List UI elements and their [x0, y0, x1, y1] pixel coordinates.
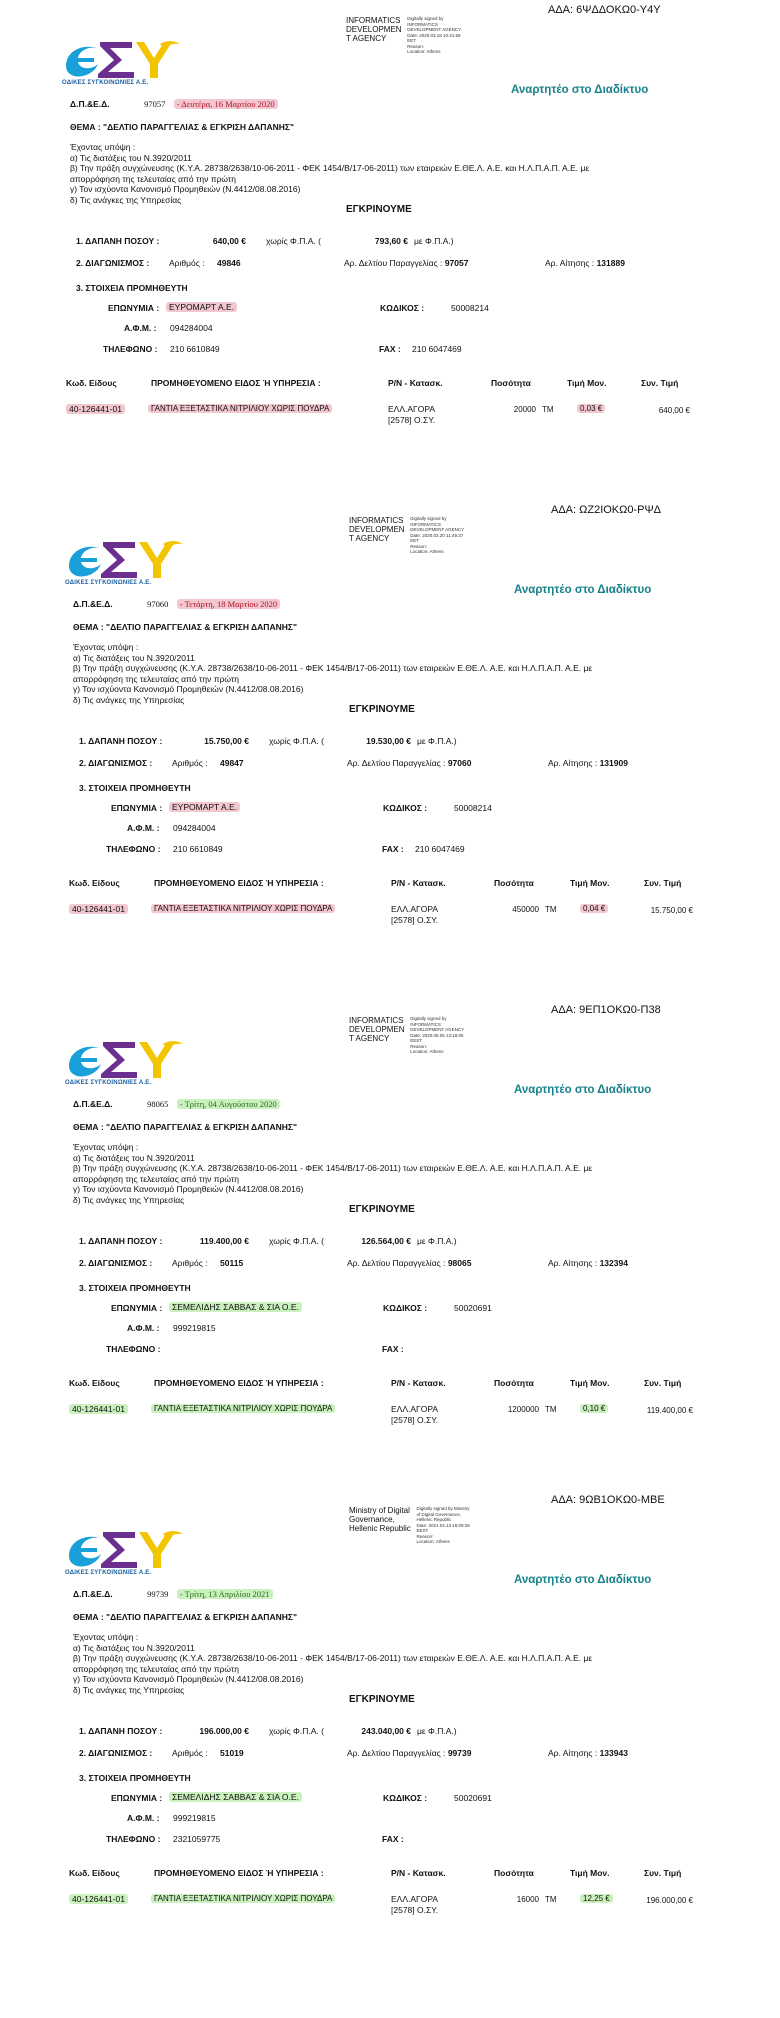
request-no-label: Αρ. Αίτησης : 131889 [545, 258, 625, 268]
dped-number: 97060 [147, 599, 169, 609]
number-label: Αριθμός : [172, 1258, 208, 1268]
without-vat-label: χωρίς Φ.Π.Α. ( [266, 236, 321, 246]
tender-number: 51019 [220, 1748, 244, 1758]
order-date: - Δευτέρα, 16 Μαρτίου 2020 [174, 99, 278, 109]
name-label: ΕΠΩΝΥΜΙΑ : [108, 303, 160, 313]
col-qty: Ποσότητα [494, 1378, 534, 1388]
tender-number: 49847 [220, 758, 244, 768]
osy-logo [65, 1526, 185, 1576]
supplier-code: 50020691 [454, 1303, 492, 1313]
supplier-section: 3. ΣΤΟΙΧΕΙΑ ΠΡΟΜΗΘΕΥΤΗ [79, 1283, 191, 1293]
cost-with-vat: 243.040,00 € [361, 1726, 411, 1736]
legal-basis: Έχοντας υπόψη : α) Τις διατάξεις του Ν.3920/2011 β) Την πράξη συγχώνευσης (Κ.Υ.Α. 28738/2638/10-06-2011 - ΦΕΚ 1454/Β/17-06-2011) των εταιρειών Ε.ΘΕ.Λ. Α.Ε. και Η.Λ.Π.Α.Π. Α.Ε. με απορρόφηση της τελευταίας από την πρώτη γ) Τον ισχύοντα Κανονισμό Προμηθειών (Ν.4412/08.08.2016) δ) Τις ανάγκες της Υπηρεσίας [70, 142, 590, 205]
col-total: Συν. Τιμή [641, 378, 679, 388]
request-no-label: Αρ. Αίτησης : 131909 [548, 758, 628, 768]
supplier-name: ΣΕΜΕΛΙΔΗΣ ΣΑΒΒΑΣ & ΣΙΑ Ο.Ε. [169, 1792, 302, 1802]
cost-with-vat: 126.564,00 € [361, 1236, 411, 1246]
dped-line: Δ.Π.&Ε.Δ. 97060 - Τετάρτη, 18 Μαρτίου 2020 [73, 594, 280, 612]
publish-note: Αναρτητέο στο Διαδίκτυο [511, 84, 649, 96]
code-label: ΚΩΔΙΚΟΣ : [380, 303, 425, 313]
fax-label: FAX : [382, 1344, 404, 1354]
name-label: ΕΠΩΝΥΜΙΑ : [111, 1303, 163, 1313]
publish-note: Αναρτητέο στο Διαδίκτυο [514, 1084, 652, 1096]
digital-signature: Ministry of Digital Governance, Hellenic Republic Digitally signed by Ministry of Digital Governance, Hellenic Republic Date: 2021.04.13 15:09:26 EEST Reason: Location: Athens [349, 1506, 470, 1544]
ada-code: ΑΔΑ: ΩΖ2ΙΟΚΩ0-ΡΨΔ [551, 504, 662, 516]
with-vat-label: με Φ.Π.Α.) [417, 736, 457, 746]
item-code: 40-126441-01 [69, 1404, 128, 1414]
col-pn: P/N - Κατασκ. [391, 1378, 446, 1388]
tender-label: 2. ΔΙΑΓΩΝΙΣΜΟΣ : [79, 1258, 153, 1268]
order-number: 97060 [447, 758, 472, 768]
item-pn: ΕΛΛ.ΑΓΟΡΑ [2578] Ο.ΣΥ. [391, 1404, 439, 1425]
supplier-name: ΕΥΡΟΜΑΡΤ Α.Ε. [169, 802, 240, 812]
col-pn: P/N - Κατασκ. [388, 378, 443, 388]
dped-line: Δ.Π.&Ε.Δ. 97057 - Δευτέρα, 16 Μαρτίου 2020 [70, 94, 278, 112]
subject: ΘΕΜΑ : "ΔΕΛΤΙΟ ΠΑΡΑΓΓΕΛΙΑΣ & ΕΓΚΡΙΣΗ ΔΑΠΑΝΗΣ" [73, 622, 297, 632]
supplier-fax: 210 6047469 [415, 844, 465, 854]
request-number: 132394 [599, 1258, 628, 1268]
cost-with-vat: 793,60 € [374, 236, 408, 246]
supplier-name: ΕΥΡΟΜΑΡΤ Α.Ε. [166, 302, 237, 312]
number-label: Αριθμός : [172, 1748, 208, 1758]
order-number: 98065 [447, 1258, 472, 1268]
col-qty: Ποσότητα [494, 878, 534, 888]
supplier-phone: 210 6610849 [170, 344, 220, 354]
supplier-code: 50008214 [454, 803, 492, 813]
cost-label: 1. ΔΑΠΑΝΗ ΠΟΣΟΥ : [76, 236, 160, 246]
logo-subtitle: ΟΔΙΚΕΣ ΣΥΓΚΟΙΝΩΝΙΕΣ Α.Ε. [65, 1080, 152, 1086]
digital-signature: INFORMATICS DEVELOPMEN T AGENCY Digitally signed by INFORMATICS DEVELOPMENT AGENCY Date: 2020.08.05 13:18:05 EEST Reason: Location: Athens [349, 1016, 465, 1054]
order-document [0, 0, 780, 500]
cost-value: 640,00 € [212, 236, 246, 246]
phone-label: ΤΗΛΕΦΩΝΟ : [106, 844, 161, 854]
osy-logo [62, 36, 182, 86]
col-total: Συν. Τιμή [644, 878, 682, 888]
legal-basis: Έχοντας υπόψη : α) Τις διατάξεις του Ν.3920/2011 β) Την πράξη συγχώνευσης (Κ.Υ.Α. 28738/2638/10-06-2011 - ΦΕΚ 1454/Β/17-06-2011) των εταιρειών Ε.ΘΕ.Λ. Α.Ε. και Η.Λ.Π.Α.Π. Α.Ε. με απορρόφηση της τελευταίας από την πρώτη γ) Τον ισχύοντα Κανονισμό Προμηθειών (Ν.4412/08.08.2016) δ) Τις ανάγκες της Υπηρεσίας [73, 642, 593, 705]
supplier-code: 50008214 [451, 303, 489, 313]
col-price: Τιμή Μον. [570, 1378, 610, 1388]
item-qty: 450000 [512, 905, 539, 914]
order-date: - Τετάρτη, 18 Μαρτίου 2020 [177, 599, 280, 609]
number-label: Αριθμός : [172, 758, 208, 768]
supplier-section: 3. ΣΤΟΙΧΕΙΑ ΠΡΟΜΗΘΕΥΤΗ [79, 1773, 191, 1783]
supplier-afm: 094284004 [170, 323, 213, 333]
request-no-label: Αρ. Αίτησης : 133943 [548, 1748, 628, 1758]
item-pn: ΕΛΛ.ΑΓΟΡΑ [2578] Ο.ΣΥ. [388, 404, 436, 425]
order-no-label: Αρ. Δελτίου Παραγγελίας : 99739 [347, 1748, 472, 1758]
cost-with-vat: 19.530,00 € [366, 736, 411, 746]
supplier-phone: 210 6610849 [173, 844, 223, 854]
col-code: Κωδ. Είδους [66, 378, 117, 388]
item-qty: 20000 [513, 405, 536, 414]
item-pn: ΕΛΛ.ΑΓΟΡΑ [2578] Ο.ΣΥ. [391, 1894, 439, 1915]
item-pn: ΕΛΛ.ΑΓΟΡΑ [2578] Ο.ΣΥ. [391, 904, 439, 925]
cost-value: 15.750,00 € [204, 736, 249, 746]
item-unit: TM [542, 405, 554, 414]
order-document [0, 1490, 780, 1990]
legal-basis: Έχοντας υπόψη : α) Τις διατάξεις του Ν.3920/2011 β) Την πράξη συγχώνευσης (Κ.Υ.Α. 28738/2638/10-06-2011 - ΦΕΚ 1454/Β/17-06-2011) των εταιρειών Ε.ΘΕ.Λ. Α.Ε. και Η.Λ.Π.Α.Π. Α.Ε. με απορρόφηση της τελευταίας από την πρώτη γ) Τον ισχύοντα Κανονισμό Προμηθειών (Ν.4412/08.08.2016) δ) Τις ανάγκες της Υπηρεσίας [73, 1632, 593, 1695]
cost-label: 1. ΔΑΠΑΝΗ ΠΟΣΟΥ : [79, 1236, 163, 1246]
ada-code: ΑΔΑ: 9ΕΠ1ΟΚΩ0-Π38 [551, 1004, 661, 1016]
item-qty: 1200000 [507, 1405, 539, 1414]
code-label: ΚΩΔΙΚΟΣ : [383, 1793, 428, 1803]
tender-number: 49846 [217, 258, 241, 268]
order-date: - Τρίτη, 04 Αυγούστου 2020 [177, 1099, 280, 1109]
item-name: ΓΑΝΤΙΑ ΕΞΕΤΑΣΤΙΚΑ ΝΙΤΡΙΛΙΟΥ ΧΩΡΙΣ ΠΟΥΔΡΑ [148, 404, 332, 413]
afm-label: Α.Φ.Μ. : [127, 823, 160, 833]
col-qty: Ποσότητα [491, 378, 531, 388]
name-label: ΕΠΩΝΥΜΙΑ : [111, 803, 163, 813]
with-vat-label: με Φ.Π.Α.) [417, 1236, 457, 1246]
number-label: Αριθμός : [169, 258, 205, 268]
col-code: Κωδ. Είδους [69, 1378, 120, 1388]
item-total: 640,00 € [658, 406, 690, 415]
item-total: 196.000,00 € [646, 1896, 693, 1905]
tender-number: 50115 [220, 1258, 244, 1268]
logo-subtitle: ΟΔΙΚΕΣ ΣΥΓΚΟΙΝΩΝΙΕΣ Α.Ε. [62, 80, 149, 86]
fax-label: FAX : [382, 844, 404, 854]
dped-number: 98065 [147, 1099, 169, 1109]
with-vat-label: με Φ.Π.Α.) [414, 236, 454, 246]
fax-label: FAX : [379, 344, 401, 354]
request-number: 131909 [599, 758, 628, 768]
cost-value: 119.400,00 € [199, 1236, 249, 1246]
digital-signature: INFORMATICS DEVELOPMEN T AGENCY Digitally signed by INFORMATICS DEVELOPMENT AGENCY Date: 2020.03.20 11:49:37 EET Reason: Location: Athens [349, 516, 465, 554]
cost-value: 196.000,00 € [199, 1726, 249, 1736]
logo-subtitle: ΟΔΙΚΕΣ ΣΥΓΚΟΙΝΩΝΙΕΣ Α.Ε. [65, 580, 152, 586]
supplier-phone: 2321059775 [173, 1834, 221, 1844]
without-vat-label: χωρίς Φ.Π.Α. ( [269, 1726, 324, 1736]
afm-label: Α.Φ.Μ. : [127, 1323, 160, 1333]
supplier-afm: 999219815 [173, 1813, 216, 1823]
logo-subtitle: ΟΔΙΚΕΣ ΣΥΓΚΟΙΝΩΝΙΕΣ Α.Ε. [65, 1570, 152, 1576]
item-total: 119.400,00 € [646, 1406, 693, 1415]
supplier-section: 3. ΣΤΟΙΧΕΙΑ ΠΡΟΜΗΘΕΥΤΗ [76, 283, 188, 293]
ada-code: ΑΔΑ: 9ΩΒ1ΟΚΩ0-ΜΒΕ [551, 1494, 665, 1506]
approve-heading: ΕΓΚΡΙΝΟΥΜΕ [349, 1204, 415, 1215]
osy-logo [65, 1036, 185, 1086]
item-qty: 16000 [516, 1895, 539, 1904]
col-total: Συν. Τιμή [644, 1868, 682, 1878]
col-total: Συν. Τιμή [644, 1378, 682, 1388]
dped-number: 97057 [144, 99, 166, 109]
supplier-afm: 094284004 [173, 823, 216, 833]
item-price: 0,03 € [577, 404, 605, 413]
col-code: Κωδ. Είδους [69, 878, 120, 888]
subject: ΘΕΜΑ : "ΔΕΛΤΙΟ ΠΑΡΑΓΓΕΛΙΑΣ & ΕΓΚΡΙΣΗ ΔΑΠΑΝΗΣ" [70, 122, 294, 132]
item-unit: TM [545, 1405, 557, 1414]
supplier-name: ΣΕΜΕΛΙΔΗΣ ΣΑΒΒΑΣ & ΣΙΑ Ο.Ε. [169, 1302, 302, 1312]
without-vat-label: χωρίς Φ.Π.Α. ( [269, 736, 324, 746]
code-label: ΚΩΔΙΚΟΣ : [383, 803, 428, 813]
supplier-section: 3. ΣΤΟΙΧΕΙΑ ΠΡΟΜΗΘΕΥΤΗ [79, 783, 191, 793]
approve-heading: ΕΓΚΡΙΝΟΥΜΕ [349, 1694, 415, 1705]
code-label: ΚΩΔΙΚΟΣ : [383, 1303, 428, 1313]
col-item: ΠΡΟΜΗΘΕΥΟΜΕΝΟ ΕΙΔΟΣ Ή ΥΠΗΡΕΣΙΑ : [154, 1378, 324, 1388]
col-price: Τιμή Μον. [570, 1868, 610, 1878]
col-price: Τιμή Μον. [567, 378, 607, 388]
item-name: ΓΑΝΤΙΑ ΕΞΕΤΑΣΤΙΚΑ ΝΙΤΡΙΛΙΟΥ ΧΩΡΙΣ ΠΟΥΔΡΑ [151, 1404, 335, 1413]
item-code: 40-126441-01 [69, 1894, 128, 1904]
col-item: ΠΡΟΜΗΘΕΥΟΜΕΝΟ ΕΙΔΟΣ Ή ΥΠΗΡΕΣΙΑ : [154, 1868, 324, 1878]
item-code: 40-126441-01 [66, 404, 125, 414]
cost-label: 1. ΔΑΠΑΝΗ ΠΟΣΟΥ : [79, 736, 163, 746]
approve-heading: ΕΓΚΡΙΝΟΥΜΕ [349, 704, 415, 715]
ada-code: ΑΔΑ: 6ΨΔΔΟΚΩ0-Υ4Υ [548, 4, 661, 16]
supplier-code: 50020691 [454, 1793, 492, 1803]
col-pn: P/N - Κατασκ. [391, 878, 446, 888]
order-no-label: Αρ. Δελτίου Παραγγελίας : 98065 [347, 1258, 472, 1268]
tender-label: 2. ΔΙΑΓΩΝΙΣΜΟΣ : [76, 258, 150, 268]
tender-label: 2. ΔΙΑΓΩΝΙΣΜΟΣ : [79, 758, 153, 768]
publish-note: Αναρτητέο στο Διαδίκτυο [514, 1574, 652, 1586]
phone-label: ΤΗΛΕΦΩΝΟ : [103, 344, 158, 354]
order-date: - Τρίτη, 13 Απριλίου 2021 [177, 1589, 273, 1599]
publish-note: Αναρτητέο στο Διαδίκτυο [514, 584, 652, 596]
item-unit: TM [545, 1895, 557, 1904]
supplier-afm: 999219815 [173, 1323, 216, 1333]
subject: ΘΕΜΑ : "ΔΕΛΤΙΟ ΠΑΡΑΓΓΕΛΙΑΣ & ΕΓΚΡΙΣΗ ΔΑΠΑΝΗΣ" [73, 1612, 297, 1622]
item-unit: TM [545, 905, 557, 914]
item-price: 12,25 € [580, 1894, 613, 1903]
without-vat-label: χωρίς Φ.Π.Α. ( [269, 1236, 324, 1246]
supplier-fax: 210 6047469 [412, 344, 462, 354]
digital-signature: INFORMATICS DEVELOPMEN T AGENCY Digitally signed by INFORMATICS DEVELOPMENT AGENCY Date: 2020.03.18 10:41:59 EET Reason: Location: Athens [346, 16, 462, 54]
osy-logo [65, 536, 185, 586]
order-document [0, 1000, 780, 1500]
subject: ΘΕΜΑ : "ΔΕΛΤΙΟ ΠΑΡΑΓΓΕΛΙΑΣ & ΕΓΚΡΙΣΗ ΔΑΠΑΝΗΣ" [73, 1122, 297, 1132]
item-total: 15.750,00 € [650, 906, 693, 915]
item-price: 0,04 € [580, 904, 608, 913]
afm-label: Α.Φ.Μ. : [124, 323, 157, 333]
col-code: Κωδ. Είδους [69, 1868, 120, 1878]
request-no-label: Αρ. Αίτησης : 132394 [548, 1258, 628, 1268]
col-pn: P/N - Κατασκ. [391, 1868, 446, 1878]
col-item: ΠΡΟΜΗΘΕΥΟΜΕΝΟ ΕΙΔΟΣ Ή ΥΠΗΡΕΣΙΑ : [151, 378, 321, 388]
fax-label: FAX : [382, 1834, 404, 1844]
item-price: 0,10 € [580, 1404, 608, 1413]
dped-number: 99739 [147, 1589, 169, 1599]
dped-line: Δ.Π.&Ε.Δ. 98065 - Τρίτη, 04 Αυγούστου 2020 [73, 1094, 280, 1112]
name-label: ΕΠΩΝΥΜΙΑ : [111, 1793, 163, 1803]
legal-basis: Έχοντας υπόψη : α) Τις διατάξεις του Ν.3920/2011 β) Την πράξη συγχώνευσης (Κ.Υ.Α. 28738/2638/10-06-2011 - ΦΕΚ 1454/Β/17-06-2011) των εταιρειών Ε.ΘΕ.Λ. Α.Ε. και Η.Λ.Π.Α.Π. Α.Ε. με απορρόφηση της τελευταίας από την πρώτη γ) Τον ισχύοντα Κανονισμό Προμηθειών (Ν.4412/08.08.2016) δ) Τις ανάγκες της Υπηρεσίας [73, 1142, 593, 1205]
order-number: 97057 [444, 258, 469, 268]
col-item: ΠΡΟΜΗΘΕΥΟΜΕΝΟ ΕΙΔΟΣ Ή ΥΠΗΡΕΣΙΑ : [154, 878, 324, 888]
request-number: 131889 [596, 258, 625, 268]
phone-label: ΤΗΛΕΦΩΝΟ : [106, 1834, 161, 1844]
col-price: Τιμή Μον. [570, 878, 610, 888]
item-name: ΓΑΝΤΙΑ ΕΞΕΤΑΣΤΙΚΑ ΝΙΤΡΙΛΙΟΥ ΧΩΡΙΣ ΠΟΥΔΡΑ [151, 1894, 335, 1903]
tender-label: 2. ΔΙΑΓΩΝΙΣΜΟΣ : [79, 1748, 153, 1758]
approve-heading: ΕΓΚΡΙΝΟΥΜΕ [346, 204, 412, 215]
dped-line: Δ.Π.&Ε.Δ. 99739 - Τρίτη, 13 Απριλίου 2021 [73, 1584, 273, 1602]
order-document [0, 500, 780, 1000]
item-code: 40-126441-01 [69, 904, 128, 914]
phone-label: ΤΗΛΕΦΩΝΟ : [106, 1344, 161, 1354]
order-number: 99739 [447, 1748, 472, 1758]
afm-label: Α.Φ.Μ. : [127, 1813, 160, 1823]
order-no-label: Αρ. Δελτίου Παραγγελίας : 97060 [347, 758, 472, 768]
with-vat-label: με Φ.Π.Α.) [417, 1726, 457, 1736]
col-qty: Ποσότητα [494, 1868, 534, 1878]
item-name: ΓΑΝΤΙΑ ΕΞΕΤΑΣΤΙΚΑ ΝΙΤΡΙΛΙΟΥ ΧΩΡΙΣ ΠΟΥΔΡΑ [151, 904, 335, 913]
order-no-label: Αρ. Δελτίου Παραγγελίας : 97057 [344, 258, 469, 268]
cost-label: 1. ΔΑΠΑΝΗ ΠΟΣΟΥ : [79, 1726, 163, 1736]
request-number: 133943 [599, 1748, 628, 1758]
